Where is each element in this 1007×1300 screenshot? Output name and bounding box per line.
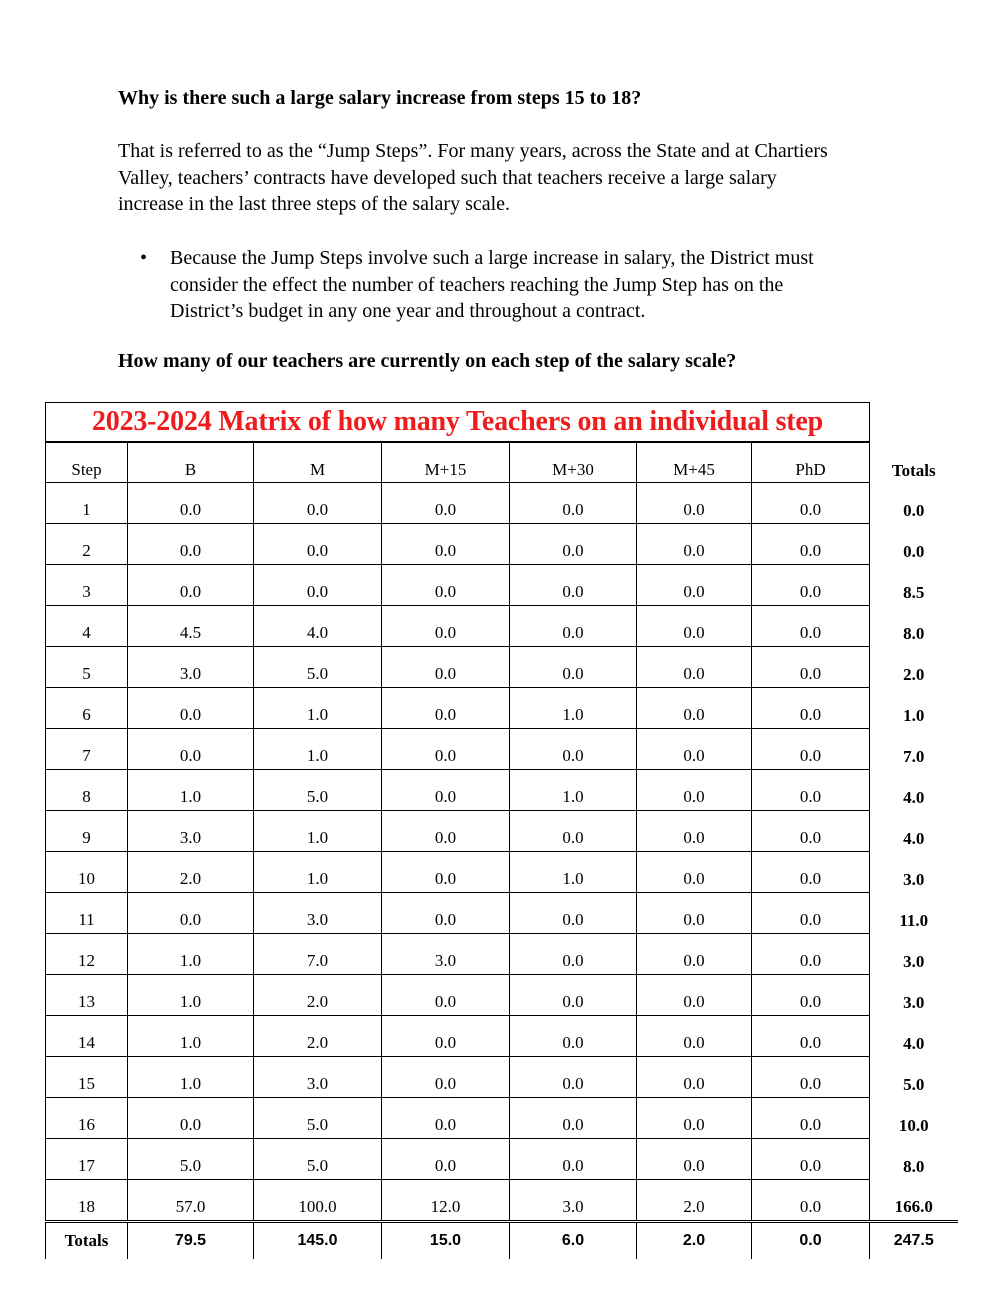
value-cell: 0.0 [510, 524, 637, 565]
value-cell: 1.0 [510, 770, 637, 811]
table-row [46, 483, 958, 524]
value-cell: 7.0 [254, 934, 382, 975]
column-total-cell: 0.0 [752, 1222, 870, 1260]
value-cell: 0.0 [382, 647, 510, 688]
value-cell: 3.0 [510, 1180, 637, 1222]
table-row [46, 1139, 958, 1180]
table-row [46, 688, 958, 729]
step-cell: 16 [46, 1098, 128, 1139]
value-cell: 2.0 [254, 1016, 382, 1057]
bullet-line: District’s budget in any one year and throughout a contract. [170, 300, 646, 322]
column-header: M+30 [510, 442, 637, 483]
row-total-cell: 10.0 [898, 1115, 929, 1135]
totals-row [46, 1222, 958, 1260]
column-total-cell: 15.0 [382, 1222, 510, 1260]
value-cell: 0.0 [510, 934, 637, 975]
column-total-cell: 145.0 [254, 1222, 382, 1260]
value-cell: 0.0 [382, 1016, 510, 1057]
value-cell: 0.0 [637, 934, 752, 975]
value-cell: 0.0 [752, 893, 870, 934]
column-header: PhD [752, 442, 870, 483]
value-cell: 1.0 [128, 770, 254, 811]
value-cell: 0.0 [637, 606, 752, 647]
value-cell: 0.0 [510, 1139, 637, 1180]
value-cell: 0.0 [752, 1098, 870, 1139]
value-cell: 0.0 [637, 852, 752, 893]
value-cell: 1.0 [128, 1016, 254, 1057]
step-cell: 15 [46, 1057, 128, 1098]
value-cell: 5.0 [254, 1098, 382, 1139]
header-row [46, 442, 958, 483]
value-cell: 0.0 [382, 770, 510, 811]
value-cell: 0.0 [752, 524, 870, 565]
table-row [46, 647, 958, 688]
value-cell: 0.0 [128, 688, 254, 729]
table-title: 2023-2024 Matrix of how many Teachers on an individual step [46, 403, 870, 443]
value-cell: 1.0 [128, 1057, 254, 1098]
value-cell: 0.0 [637, 524, 752, 565]
value-cell: 0.0 [128, 1098, 254, 1139]
row-total-cell: 7.0 [903, 746, 925, 766]
column-header: M+45 [637, 442, 752, 483]
teacher-step-matrix [45, 402, 958, 1259]
table-row [46, 811, 958, 852]
row-total-cell: 1.0 [903, 705, 925, 725]
value-cell: 0.0 [752, 934, 870, 975]
value-cell: 2.0 [637, 1180, 752, 1222]
value-cell: 0.0 [510, 811, 637, 852]
value-cell: 0.0 [382, 1098, 510, 1139]
value-cell: 1.0 [254, 811, 382, 852]
step-cell: 17 [46, 1139, 128, 1180]
value-cell: 0.0 [637, 483, 752, 524]
column-total-cell: 2.0 [637, 1222, 752, 1260]
table-row [46, 1016, 958, 1057]
value-cell: 0.0 [510, 1016, 637, 1057]
table-row [46, 524, 958, 565]
table-row [46, 975, 958, 1016]
step-cell: 1 [46, 483, 128, 524]
value-cell: 3.0 [254, 1057, 382, 1098]
column-header: B [128, 442, 254, 483]
step-cell: 11 [46, 893, 128, 934]
column-header: M [254, 442, 382, 483]
row-total-cell: 4.0 [903, 787, 925, 807]
value-cell: 0.0 [128, 893, 254, 934]
value-cell: 0.0 [637, 811, 752, 852]
step-cell: 3 [46, 565, 128, 606]
value-cell: 3.0 [254, 893, 382, 934]
value-cell: 0.0 [752, 811, 870, 852]
bullet-icon: • [140, 247, 148, 269]
row-total-cell: 4.0 [903, 1033, 925, 1053]
answer-paragraph [118, 138, 958, 218]
value-cell: 0.0 [382, 524, 510, 565]
column-total-cell: 6.0 [510, 1222, 637, 1260]
value-cell: 0.0 [382, 729, 510, 770]
value-cell: 0.0 [128, 565, 254, 606]
row-total-cell: 8.5 [903, 582, 925, 602]
value-cell: 0.0 [510, 729, 637, 770]
value-cell: 0.0 [637, 1016, 752, 1057]
value-cell: 0.0 [254, 524, 382, 565]
step-cell: 7 [46, 729, 128, 770]
value-cell: 4.5 [128, 606, 254, 647]
row-total-cell: 3.0 [903, 869, 925, 889]
value-cell: 0.0 [752, 688, 870, 729]
question-jump-steps: Why is there such a large salary increase from steps 15 to 18? [118, 87, 642, 109]
value-cell: 5.0 [128, 1139, 254, 1180]
row-total-cell: 8.0 [903, 623, 925, 643]
value-cell: 0.0 [752, 975, 870, 1016]
value-cell: 0.0 [382, 975, 510, 1016]
value-cell: 0.0 [128, 483, 254, 524]
value-cell: 1.0 [510, 852, 637, 893]
value-cell: 0.0 [752, 770, 870, 811]
value-cell: 0.0 [752, 483, 870, 524]
value-cell: 1.0 [254, 852, 382, 893]
bullet-line: consider the effect the number of teachers reaching the Jump Step has on the [170, 273, 784, 296]
value-cell: 0.0 [637, 893, 752, 934]
value-cell: 12.0 [382, 1180, 510, 1222]
value-cell: 0.0 [510, 647, 637, 688]
value-cell: 0.0 [254, 565, 382, 606]
value-cell: 0.0 [752, 565, 870, 606]
value-cell: 0.0 [637, 688, 752, 729]
value-cell: 3.0 [128, 647, 254, 688]
row-total-cell: 5.0 [903, 1074, 925, 1094]
answer-line: That is referred to as the “Jump Steps”. For many years, across the State and at Chartiers [118, 140, 828, 162]
value-cell: 0.0 [510, 1098, 637, 1139]
step-cell: 14 [46, 1016, 128, 1057]
step-cell: 8 [46, 770, 128, 811]
value-cell: 0.0 [752, 1057, 870, 1098]
table-row [46, 934, 958, 975]
value-cell: 1.0 [254, 688, 382, 729]
value-cell: 2.0 [128, 852, 254, 893]
step-cell: 10 [46, 852, 128, 893]
table-row [46, 1057, 958, 1098]
row-total-cell: 166.0 [870, 1180, 958, 1222]
table-row [46, 852, 958, 893]
value-cell: 0.0 [637, 1139, 752, 1180]
value-cell: 5.0 [254, 1139, 382, 1180]
value-cell: 0.0 [382, 606, 510, 647]
value-cell: 0.0 [637, 647, 752, 688]
value-cell: 0.0 [254, 483, 382, 524]
table-row [46, 770, 958, 811]
value-cell: 5.0 [254, 770, 382, 811]
value-cell: 0.0 [637, 729, 752, 770]
value-cell: 0.0 [128, 729, 254, 770]
answer-line: increase in the last three steps of the salary scale. [118, 193, 511, 215]
value-cell: 0.0 [382, 1139, 510, 1180]
value-cell: 0.0 [382, 483, 510, 524]
row-total-cell: 2.0 [903, 664, 925, 684]
value-cell: 4.0 [254, 606, 382, 647]
value-cell: 100.0 [254, 1180, 382, 1222]
value-cell: 0.0 [510, 565, 637, 606]
value-cell: 0.0 [752, 606, 870, 647]
step-cell: 13 [46, 975, 128, 1016]
step-cell: 2 [46, 524, 128, 565]
table-row [46, 565, 958, 606]
table-row [46, 606, 958, 647]
table-row [46, 1180, 958, 1222]
value-cell: 0.0 [510, 606, 637, 647]
value-cell: 0.0 [752, 1180, 870, 1222]
step-cell: 5 [46, 647, 128, 688]
table-row [46, 1098, 958, 1139]
table-row [46, 893, 958, 934]
value-cell: 0.0 [382, 1057, 510, 1098]
value-cell: 57.0 [128, 1180, 254, 1222]
row-total-cell: 11.0 [899, 910, 929, 930]
column-header: Step [46, 442, 128, 483]
column-total-cell: 79.5 [128, 1222, 254, 1260]
value-cell: 0.0 [752, 729, 870, 770]
step-cell: 4 [46, 606, 128, 647]
question-teachers-per-step: How many of our teachers are currently on each step of the salary scale? [118, 350, 737, 372]
value-cell: 0.0 [128, 524, 254, 565]
value-cell: 0.0 [637, 975, 752, 1016]
bullet-item [140, 245, 940, 325]
value-cell: 0.0 [382, 893, 510, 934]
row-total-cell: 3.0 [903, 992, 925, 1012]
value-cell: 1.0 [128, 934, 254, 975]
value-cell: 0.0 [382, 688, 510, 729]
value-cell: 0.0 [752, 852, 870, 893]
step-cell: 18 [46, 1180, 128, 1222]
value-cell: 0.0 [510, 893, 637, 934]
value-cell: 0.0 [752, 1139, 870, 1180]
row-total-cell: 0.0 [903, 541, 925, 561]
grand-total-cell: 247.5 [870, 1222, 958, 1260]
column-header-totals: Totals [891, 460, 936, 480]
value-cell: 1.0 [254, 729, 382, 770]
step-cell: 9 [46, 811, 128, 852]
row-total-cell: 4.0 [903, 828, 925, 848]
row-total-cell: 8.0 [903, 1156, 925, 1176]
table-row [46, 729, 958, 770]
bullet-line: Because the Jump Steps involve such a large increase in salary, the District must [170, 247, 814, 269]
value-cell: 0.0 [510, 1057, 637, 1098]
value-cell: 0.0 [637, 565, 752, 606]
step-cell: 6 [46, 688, 128, 729]
value-cell: 0.0 [637, 1057, 752, 1098]
value-cell: 0.0 [510, 975, 637, 1016]
value-cell: 0.0 [382, 811, 510, 852]
value-cell: 0.0 [637, 770, 752, 811]
value-cell: 3.0 [128, 811, 254, 852]
column-header: M+15 [382, 442, 510, 483]
value-cell: 1.0 [128, 975, 254, 1016]
value-cell: 0.0 [752, 1016, 870, 1057]
value-cell: 0.0 [382, 565, 510, 606]
answer-line: Valley, teachers’ contracts have developed such that teachers receive a large salary [118, 166, 777, 189]
value-cell: 0.0 [752, 647, 870, 688]
value-cell: 1.0 [510, 688, 637, 729]
row-total-cell: 0.0 [903, 500, 925, 520]
row-total-cell: 3.0 [903, 951, 925, 971]
step-cell: 12 [46, 934, 128, 975]
value-cell: 0.0 [510, 483, 637, 524]
value-cell: 2.0 [254, 975, 382, 1016]
value-cell: 3.0 [382, 934, 510, 975]
bullet-text [170, 245, 940, 325]
value-cell: 0.0 [637, 1098, 752, 1139]
totals-label: Totals [46, 1222, 128, 1260]
value-cell: 0.0 [382, 852, 510, 893]
value-cell: 5.0 [254, 647, 382, 688]
